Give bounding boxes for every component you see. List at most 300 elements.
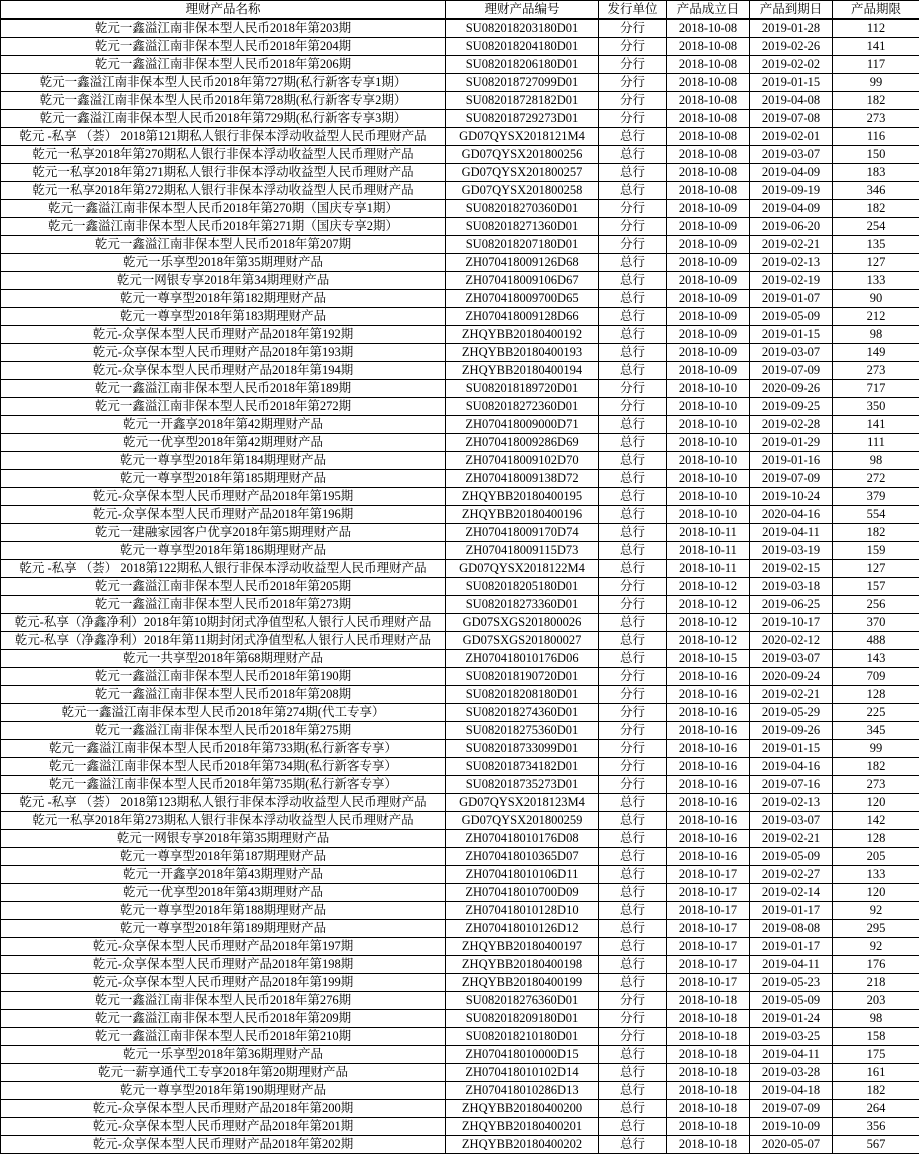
table-row xyxy=(1,848,919,866)
table-row xyxy=(1,308,919,326)
table-row xyxy=(1,1064,919,1082)
issuer-cell: 分行 xyxy=(599,596,667,614)
table-row xyxy=(1,524,919,542)
product-name-cell: 乾元一鑫溢江南非保本型人民币2018年第729期(私行新客专享3期） xyxy=(1,110,446,128)
product-code-cell: SU082018272360D01 xyxy=(446,398,599,416)
term-days-cell: 182 xyxy=(833,1082,919,1100)
product-code-cell: SU082018275360D01 xyxy=(446,722,599,740)
product-code-cell: SU082018735273D01 xyxy=(446,776,599,794)
maturity-date-cell: 2019-02-02 xyxy=(750,56,833,74)
maturity-date-cell: 2020-09-26 xyxy=(750,380,833,398)
maturity-date-cell: 2019-06-25 xyxy=(750,596,833,614)
inception-date-cell: 2018-10-08 xyxy=(667,19,750,38)
term-days-cell: 182 xyxy=(833,92,919,110)
header-maturity-date: 产品到期日 xyxy=(750,1,833,20)
table-row xyxy=(1,866,919,884)
table-row xyxy=(1,974,919,992)
product-code-cell: ZHQYBB20180400193 xyxy=(446,344,599,362)
product-code-cell: SU082018204180D01 xyxy=(446,38,599,56)
inception-date-cell: 2018-10-09 xyxy=(667,290,750,308)
issuer-cell: 分行 xyxy=(599,218,667,236)
product-name-cell: 乾元一共享型2018年第68期理财产品 xyxy=(1,650,446,668)
inception-date-cell: 2018-10-11 xyxy=(667,524,750,542)
inception-date-cell: 2018-10-10 xyxy=(667,488,750,506)
table-row xyxy=(1,812,919,830)
term-days-cell: 205 xyxy=(833,848,919,866)
table-row xyxy=(1,272,919,290)
term-days-cell: 141 xyxy=(833,416,919,434)
issuer-cell: 总行 xyxy=(599,1118,667,1136)
inception-date-cell: 2018-10-10 xyxy=(667,434,750,452)
table-row xyxy=(1,488,919,506)
product-name-cell: 乾元一尊享型2018年第188期理财产品 xyxy=(1,902,446,920)
inception-date-cell: 2018-10-09 xyxy=(667,272,750,290)
issuer-cell: 分行 xyxy=(599,398,667,416)
product-name-cell: 乾元一鑫溢江南非保本型人民币2018年第208期 xyxy=(1,686,446,704)
table-row xyxy=(1,776,919,794)
inception-date-cell: 2018-10-16 xyxy=(667,776,750,794)
term-days-cell: 142 xyxy=(833,812,919,830)
header-product-name: 理财产品名称 xyxy=(1,1,446,20)
table-row xyxy=(1,614,919,632)
term-days-cell: 345 xyxy=(833,722,919,740)
maturity-date-cell: 2019-09-26 xyxy=(750,722,833,740)
table-row xyxy=(1,668,919,686)
product-name-cell: 乾元一鑫溢江南非保本型人民币2018年第274期(代工专享） xyxy=(1,704,446,722)
product-name-cell: 乾元-众享保本型人民币理财产品2018年第195期 xyxy=(1,488,446,506)
table-row xyxy=(1,884,919,902)
issuer-cell: 总行 xyxy=(599,128,667,146)
product-code-cell: SU082018208180D01 xyxy=(446,686,599,704)
product-name-cell: 乾元一优享型2018年第42期理财产品 xyxy=(1,434,446,452)
issuer-cell: 分行 xyxy=(599,992,667,1010)
issuer-cell: 分行 xyxy=(599,1010,667,1028)
issuer-cell: 分行 xyxy=(599,74,667,92)
product-code-cell: SU082018209180D01 xyxy=(446,1010,599,1028)
inception-date-cell: 2018-10-09 xyxy=(667,236,750,254)
product-name-cell: 乾元一网银专享2018年第35期理财产品 xyxy=(1,830,446,848)
inception-date-cell: 2018-10-18 xyxy=(667,1046,750,1064)
header-product-code: 理财产品编号 xyxy=(446,1,599,20)
issuer-cell: 总行 xyxy=(599,506,667,524)
inception-date-cell: 2018-10-17 xyxy=(667,902,750,920)
term-days-cell: 141 xyxy=(833,38,919,56)
issuer-cell: 总行 xyxy=(599,632,667,650)
product-code-cell: ZH070418009700D65 xyxy=(446,290,599,308)
maturity-date-cell: 2019-01-24 xyxy=(750,1010,833,1028)
table-row xyxy=(1,74,919,92)
maturity-date-cell: 2020-02-12 xyxy=(750,632,833,650)
issuer-cell: 分行 xyxy=(599,1028,667,1046)
issuer-cell: 分行 xyxy=(599,200,667,218)
table-row xyxy=(1,1046,919,1064)
product-name-cell: 乾元一鑫溢江南非保本型人民币2018年第728期(私行新客专享2期） xyxy=(1,92,446,110)
issuer-cell: 总行 xyxy=(599,866,667,884)
term-days-cell: 273 xyxy=(833,110,919,128)
issuer-cell: 总行 xyxy=(599,830,667,848)
table-row xyxy=(1,992,919,1010)
inception-date-cell: 2018-10-17 xyxy=(667,920,750,938)
product-name-cell: 乾元一乐享型2018年第35期理财产品 xyxy=(1,254,446,272)
issuer-cell: 总行 xyxy=(599,344,667,362)
term-days-cell: 254 xyxy=(833,218,919,236)
product-name-cell: 乾元-众享保本型人民币理财产品2018年第197期 xyxy=(1,938,446,956)
product-name-cell: 乾元-众享保本型人民币理财产品2018年第200期 xyxy=(1,1100,446,1118)
product-name-cell: 乾元一鑫溢江南非保本型人民币2018年第210期 xyxy=(1,1028,446,1046)
table-row xyxy=(1,398,919,416)
term-days-cell: 554 xyxy=(833,506,919,524)
product-name-cell: 乾元一鑫溢江南非保本型人民币2018年第271期（国庆专享2期） xyxy=(1,218,446,236)
maturity-date-cell: 2019-02-13 xyxy=(750,794,833,812)
issuer-cell: 总行 xyxy=(599,1064,667,1082)
product-name-cell: 乾元-众享保本型人民币理财产品2018年第198期 xyxy=(1,956,446,974)
product-code-cell: SU082018733099D01 xyxy=(446,740,599,758)
issuer-cell: 总行 xyxy=(599,182,667,200)
product-name-cell: 乾元一乐享型2018年第36期理财产品 xyxy=(1,1046,446,1064)
term-days-cell: 120 xyxy=(833,884,919,902)
header-row xyxy=(1,1,919,20)
term-days-cell: 117 xyxy=(833,56,919,74)
maturity-date-cell: 2019-07-09 xyxy=(750,1100,833,1118)
table-row xyxy=(1,542,919,560)
term-days-cell: 157 xyxy=(833,578,919,596)
maturity-date-cell: 2019-02-27 xyxy=(750,866,833,884)
issuer-cell: 总行 xyxy=(599,326,667,344)
inception-date-cell: 2018-10-08 xyxy=(667,128,750,146)
product-code-cell: ZH070418010700D09 xyxy=(446,884,599,902)
term-days-cell: 272 xyxy=(833,470,919,488)
product-name-cell: 乾元 -私享 （荟） 2018第122期私人银行非保本浮动收益型人民币理财产品 xyxy=(1,560,446,578)
inception-date-cell: 2018-10-17 xyxy=(667,866,750,884)
issuer-cell: 总行 xyxy=(599,956,667,974)
table-row xyxy=(1,182,919,200)
product-code-cell: SU082018203180D01 xyxy=(446,19,599,38)
table-row xyxy=(1,740,919,758)
table-row xyxy=(1,38,919,56)
term-days-cell: 709 xyxy=(833,668,919,686)
term-days-cell: 370 xyxy=(833,614,919,632)
inception-date-cell: 2018-10-08 xyxy=(667,164,750,182)
product-code-cell: ZH070418010106D11 xyxy=(446,866,599,884)
term-days-cell: 98 xyxy=(833,1010,919,1028)
table-row xyxy=(1,956,919,974)
maturity-date-cell: 2019-02-21 xyxy=(750,236,833,254)
product-name-cell: 乾元一鑫溢江南非保本型人民币2018年第734期(私行新客专享） xyxy=(1,758,446,776)
term-days-cell: 350 xyxy=(833,398,919,416)
maturity-date-cell: 2019-03-07 xyxy=(750,812,833,830)
maturity-date-cell: 2019-07-09 xyxy=(750,362,833,380)
table-row xyxy=(1,452,919,470)
maturity-date-cell: 2019-01-17 xyxy=(750,902,833,920)
inception-date-cell: 2018-10-12 xyxy=(667,596,750,614)
inception-date-cell: 2018-10-10 xyxy=(667,380,750,398)
maturity-date-cell: 2019-03-25 xyxy=(750,1028,833,1046)
inception-date-cell: 2018-10-18 xyxy=(667,1082,750,1100)
inception-date-cell: 2018-10-08 xyxy=(667,92,750,110)
issuer-cell: 总行 xyxy=(599,488,667,506)
table-row xyxy=(1,236,919,254)
product-name-cell: 乾元 -私享 （荟） 2018第121期私人银行非保本浮动收益型人民币理财产品 xyxy=(1,128,446,146)
term-days-cell: 273 xyxy=(833,776,919,794)
issuer-cell: 总行 xyxy=(599,164,667,182)
issuer-cell: 总行 xyxy=(599,362,667,380)
maturity-date-cell: 2019-01-07 xyxy=(750,290,833,308)
table-row xyxy=(1,326,919,344)
table-row xyxy=(1,164,919,182)
inception-date-cell: 2018-10-09 xyxy=(667,326,750,344)
maturity-date-cell: 2019-02-01 xyxy=(750,128,833,146)
inception-date-cell: 2018-10-16 xyxy=(667,812,750,830)
product-code-cell: SU082018727099D01 xyxy=(446,74,599,92)
term-days-cell: 295 xyxy=(833,920,919,938)
term-days-cell: 176 xyxy=(833,956,919,974)
table-row xyxy=(1,218,919,236)
product-name-cell: 乾元一鑫溢江南非保本型人民币2018年第735期(私行新客专享） xyxy=(1,776,446,794)
issuer-cell: 总行 xyxy=(599,254,667,272)
inception-date-cell: 2018-10-16 xyxy=(667,668,750,686)
maturity-date-cell: 2019-05-09 xyxy=(750,992,833,1010)
product-name-cell: 乾元一建融家园客户优享2018年第5期理财产品 xyxy=(1,524,446,542)
inception-date-cell: 2018-10-08 xyxy=(667,146,750,164)
maturity-date-cell: 2019-04-08 xyxy=(750,92,833,110)
product-code-cell: GD07QYSX2018123M4 xyxy=(446,794,599,812)
issuer-cell: 分行 xyxy=(599,758,667,776)
product-code-cell: ZH070418009286D69 xyxy=(446,434,599,452)
term-days-cell: 717 xyxy=(833,380,919,398)
product-code-cell: SU082018207180D01 xyxy=(446,236,599,254)
issuer-cell: 总行 xyxy=(599,1046,667,1064)
inception-date-cell: 2018-10-16 xyxy=(667,758,750,776)
product-name-cell: 乾元一尊享型2018年第182期理财产品 xyxy=(1,290,446,308)
product-name-cell: 乾元一私享2018年第273期私人银行非保本浮动收益型人民币理财产品 xyxy=(1,812,446,830)
product-code-cell: SU082018728182D01 xyxy=(446,92,599,110)
term-days-cell: 182 xyxy=(833,758,919,776)
term-days-cell: 212 xyxy=(833,308,919,326)
product-code-cell: SU082018274360D01 xyxy=(446,704,599,722)
product-name-cell: 乾元一鑫溢江南非保本型人民币2018年第190期 xyxy=(1,668,446,686)
maturity-date-cell: 2019-02-13 xyxy=(750,254,833,272)
maturity-date-cell: 2019-04-09 xyxy=(750,164,833,182)
product-name-cell: 乾元一鑫溢江南非保本型人民币2018年第733期(私行新客专享） xyxy=(1,740,446,758)
issuer-cell: 总行 xyxy=(599,812,667,830)
issuer-cell: 总行 xyxy=(599,902,667,920)
inception-date-cell: 2018-10-08 xyxy=(667,38,750,56)
inception-date-cell: 2018-10-11 xyxy=(667,560,750,578)
issuer-cell: 总行 xyxy=(599,920,667,938)
inception-date-cell: 2018-10-12 xyxy=(667,578,750,596)
issuer-cell: 分行 xyxy=(599,19,667,38)
inception-date-cell: 2018-10-16 xyxy=(667,686,750,704)
maturity-date-cell: 2019-02-14 xyxy=(750,884,833,902)
product-name-cell: 乾元一鑫溢江南非保本型人民币2018年第209期 xyxy=(1,1010,446,1028)
product-code-cell: ZHQYBB20180400202 xyxy=(446,1136,599,1154)
product-code-cell: SU082018729273D01 xyxy=(446,110,599,128)
term-days-cell: 120 xyxy=(833,794,919,812)
maturity-date-cell: 2019-05-23 xyxy=(750,974,833,992)
product-code-cell: ZH070418009106D67 xyxy=(446,272,599,290)
product-name-cell: 乾元一鑫溢江南非保本型人民币2018年第273期 xyxy=(1,596,446,614)
maturity-date-cell: 2019-02-21 xyxy=(750,830,833,848)
maturity-date-cell: 2019-04-11 xyxy=(750,1046,833,1064)
issuer-cell: 总行 xyxy=(599,470,667,488)
term-days-cell: 356 xyxy=(833,1118,919,1136)
product-name-cell: 乾元一开鑫享2018年第42期理财产品 xyxy=(1,416,446,434)
table-row xyxy=(1,344,919,362)
issuer-cell: 分行 xyxy=(599,686,667,704)
product-name-cell: 乾元一私享2018年第272期私人银行非保本浮动收益型人民币理财产品 xyxy=(1,182,446,200)
inception-date-cell: 2018-10-10 xyxy=(667,416,750,434)
product-code-cell: ZH070418009102D70 xyxy=(446,452,599,470)
product-code-cell: ZHQYBB20180400198 xyxy=(446,956,599,974)
product-code-cell: ZHQYBB20180400192 xyxy=(446,326,599,344)
inception-date-cell: 2018-10-12 xyxy=(667,632,750,650)
inception-date-cell: 2018-10-08 xyxy=(667,74,750,92)
inception-date-cell: 2018-10-18 xyxy=(667,1136,750,1154)
maturity-date-cell: 2019-03-07 xyxy=(750,146,833,164)
inception-date-cell: 2018-10-16 xyxy=(667,740,750,758)
issuer-cell: 总行 xyxy=(599,1082,667,1100)
product-code-cell: SU082018189720D01 xyxy=(446,380,599,398)
term-days-cell: 182 xyxy=(833,200,919,218)
inception-date-cell: 2018-10-09 xyxy=(667,254,750,272)
product-code-cell: ZH070418009115D73 xyxy=(446,542,599,560)
term-days-cell: 90 xyxy=(833,290,919,308)
term-days-cell: 133 xyxy=(833,866,919,884)
table-row xyxy=(1,200,919,218)
term-days-cell: 92 xyxy=(833,902,919,920)
table-row xyxy=(1,290,919,308)
maturity-date-cell: 2019-04-09 xyxy=(750,200,833,218)
issuer-cell: 总行 xyxy=(599,974,667,992)
term-days-cell: 175 xyxy=(833,1046,919,1064)
product-name-cell: 乾元一鑫溢江南非保本型人民币2018年第276期 xyxy=(1,992,446,1010)
table-row xyxy=(1,650,919,668)
issuer-cell: 分行 xyxy=(599,110,667,128)
product-code-cell: ZH070418010365D07 xyxy=(446,848,599,866)
issuer-cell: 分行 xyxy=(599,92,667,110)
product-code-cell: ZH070418010286D13 xyxy=(446,1082,599,1100)
term-days-cell: 98 xyxy=(833,326,919,344)
inception-date-cell: 2018-10-18 xyxy=(667,992,750,1010)
product-code-cell: GD07QYSX201800258 xyxy=(446,182,599,200)
header-issuer: 发行单位 xyxy=(599,1,667,20)
issuer-cell: 总行 xyxy=(599,650,667,668)
inception-date-cell: 2018-10-16 xyxy=(667,848,750,866)
inception-date-cell: 2018-10-16 xyxy=(667,794,750,812)
product-name-cell: 乾元-私享（净鑫净利）2018年第10期封闭式净值型私人银行人民币理财产品 xyxy=(1,614,446,632)
maturity-date-cell: 2019-02-19 xyxy=(750,272,833,290)
product-name-cell: 乾元-众享保本型人民币理财产品2018年第193期 xyxy=(1,344,446,362)
product-name-cell: 乾元一鑫溢江南非保本型人民币2018年第206期 xyxy=(1,56,446,74)
table-row xyxy=(1,19,919,38)
maturity-date-cell: 2019-02-21 xyxy=(750,686,833,704)
inception-date-cell: 2018-10-18 xyxy=(667,1028,750,1046)
product-name-cell: 乾元一薪享通代工专享2018年第20期理财产品 xyxy=(1,1064,446,1082)
maturity-date-cell: 2019-01-15 xyxy=(750,740,833,758)
product-name-cell: 乾元 -私享 （荟） 2018第123期私人银行非保本浮动收益型人民币理财产品 xyxy=(1,794,446,812)
issuer-cell: 总行 xyxy=(599,1100,667,1118)
inception-date-cell: 2018-10-10 xyxy=(667,398,750,416)
issuer-cell: 分行 xyxy=(599,722,667,740)
maturity-date-cell: 2019-03-19 xyxy=(750,542,833,560)
term-days-cell: 98 xyxy=(833,452,919,470)
maturity-date-cell: 2020-05-07 xyxy=(750,1136,833,1154)
issuer-cell: 总行 xyxy=(599,884,667,902)
maturity-date-cell: 2019-10-17 xyxy=(750,614,833,632)
product-code-cell: ZHQYBB20180400196 xyxy=(446,506,599,524)
table-row xyxy=(1,794,919,812)
product-name-cell: 乾元-私享（净鑫净利）2018年第11期封闭式净值型私人银行人民币理财产品 xyxy=(1,632,446,650)
product-name-cell: 乾元一尊享型2018年第189期理财产品 xyxy=(1,920,446,938)
maturity-date-cell: 2019-05-29 xyxy=(750,704,833,722)
term-days-cell: 135 xyxy=(833,236,919,254)
product-name-cell: 乾元一鑫溢江南非保本型人民币2018年第205期 xyxy=(1,578,446,596)
issuer-cell: 总行 xyxy=(599,560,667,578)
maturity-date-cell: 2019-04-11 xyxy=(750,524,833,542)
inception-date-cell: 2018-10-12 xyxy=(667,614,750,632)
product-code-cell: ZHQYBB20180400201 xyxy=(446,1118,599,1136)
issuer-cell: 总行 xyxy=(599,290,667,308)
table-row xyxy=(1,704,919,722)
maturity-date-cell: 2019-01-17 xyxy=(750,938,833,956)
product-code-cell: SU082018190720D01 xyxy=(446,668,599,686)
maturity-date-cell: 2020-04-16 xyxy=(750,506,833,524)
inception-date-cell: 2018-10-08 xyxy=(667,56,750,74)
maturity-date-cell: 2019-08-08 xyxy=(750,920,833,938)
table-header xyxy=(1,1,919,20)
issuer-cell: 总行 xyxy=(599,416,667,434)
issuer-cell: 分行 xyxy=(599,38,667,56)
table-row xyxy=(1,1010,919,1028)
maturity-date-cell: 2019-01-15 xyxy=(750,74,833,92)
maturity-date-cell: 2019-02-26 xyxy=(750,38,833,56)
maturity-date-cell: 2019-07-16 xyxy=(750,776,833,794)
term-days-cell: 127 xyxy=(833,254,919,272)
table-row xyxy=(1,506,919,524)
term-days-cell: 150 xyxy=(833,146,919,164)
product-name-cell: 乾元一鑫溢江南非保本型人民币2018年第727期(私行新客专享1期） xyxy=(1,74,446,92)
term-days-cell: 218 xyxy=(833,974,919,992)
inception-date-cell: 2018-10-16 xyxy=(667,830,750,848)
product-code-cell: ZH070418009138D72 xyxy=(446,470,599,488)
inception-date-cell: 2018-10-17 xyxy=(667,956,750,974)
maturity-date-cell: 2019-07-09 xyxy=(750,470,833,488)
inception-date-cell: 2018-10-15 xyxy=(667,650,750,668)
product-name-cell: 乾元一私享2018年第270期私人银行非保本浮动收益型人民币理财产品 xyxy=(1,146,446,164)
product-code-cell: GD07SXGS201800027 xyxy=(446,632,599,650)
table-row xyxy=(1,920,919,938)
table-row xyxy=(1,1028,919,1046)
product-code-cell: GD07QYSX201800257 xyxy=(446,164,599,182)
maturity-date-cell: 2019-01-15 xyxy=(750,326,833,344)
table-row xyxy=(1,1136,919,1154)
issuer-cell: 总行 xyxy=(599,1136,667,1154)
inception-date-cell: 2018-10-09 xyxy=(667,308,750,326)
product-code-cell: GD07SXGS201800026 xyxy=(446,614,599,632)
term-days-cell: 161 xyxy=(833,1064,919,1082)
issuer-cell: 总行 xyxy=(599,434,667,452)
term-days-cell: 379 xyxy=(833,488,919,506)
product-name-cell: 乾元-众享保本型人民币理财产品2018年第196期 xyxy=(1,506,446,524)
maturity-date-cell: 2019-10-09 xyxy=(750,1118,833,1136)
term-days-cell: 256 xyxy=(833,596,919,614)
issuer-cell: 分行 xyxy=(599,56,667,74)
product-code-cell: SU082018276360D01 xyxy=(446,992,599,1010)
product-code-cell: ZHQYBB20180400194 xyxy=(446,362,599,380)
product-name-cell: 乾元一尊享型2018年第183期理财产品 xyxy=(1,308,446,326)
product-code-cell: GD07QYSX2018121M4 xyxy=(446,128,599,146)
product-name-cell: 乾元一开鑫享2018年第43期理财产品 xyxy=(1,866,446,884)
